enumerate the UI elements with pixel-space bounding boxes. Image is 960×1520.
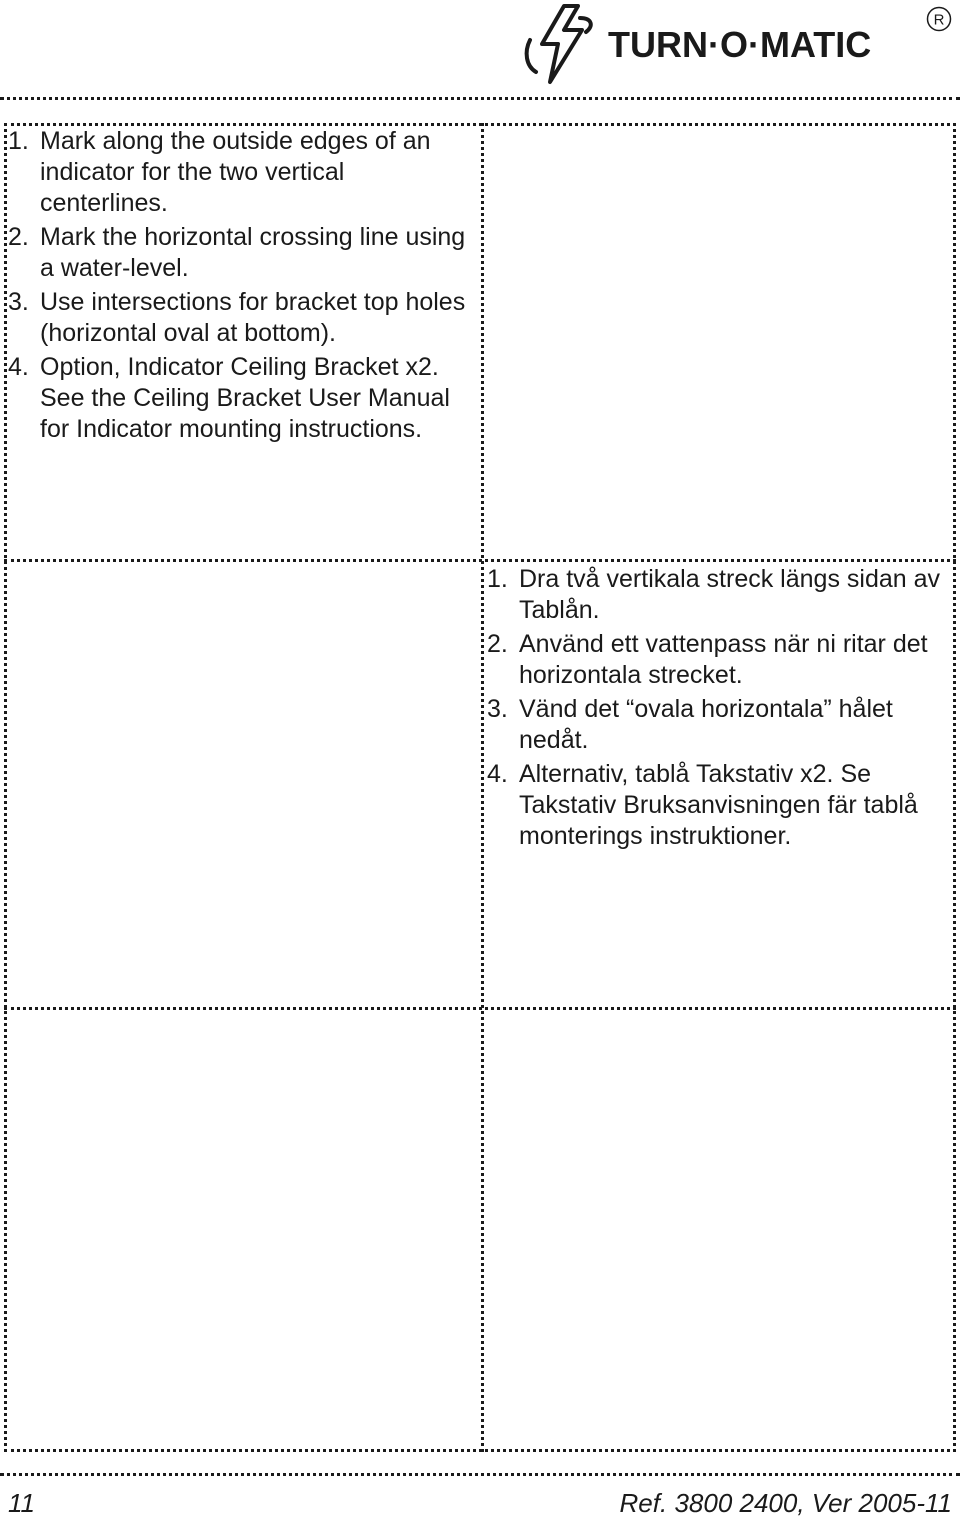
list-item bbox=[8, 352, 478, 445]
footer-divider bbox=[0, 1473, 960, 1476]
grid-line-right bbox=[953, 123, 956, 1452]
header-divider bbox=[0, 97, 960, 100]
step-text: Dra två vertikala streck längs sidan av Tablån. bbox=[519, 565, 941, 624]
step-number: 3. bbox=[487, 695, 508, 723]
step-text: Option, Indicator Ceiling Bracket x2. See the Ceiling Bracket User Manual for Indicator mounting instructions. bbox=[40, 353, 450, 443]
list-item bbox=[487, 759, 953, 852]
page-number: 11 bbox=[8, 1488, 35, 1518]
registered-mark-icon bbox=[926, 6, 952, 32]
step-number: 2. bbox=[8, 223, 29, 251]
turn-o-matic-logo bbox=[520, 0, 960, 90]
step-number: 1. bbox=[8, 127, 29, 155]
english-instructions bbox=[8, 126, 478, 448]
step-number: 1. bbox=[487, 565, 508, 593]
document-reference: Ref. 3800 2400, Ver 2005-11 bbox=[619, 1488, 952, 1518]
list-item bbox=[8, 222, 478, 284]
list-item bbox=[8, 126, 478, 219]
step-text: Vänd det “ovala horizontala” hålet nedåt. bbox=[519, 695, 893, 754]
grid-line-bottom bbox=[4, 1449, 956, 1452]
list-item bbox=[487, 629, 953, 691]
step-number: 3. bbox=[8, 288, 29, 316]
logo-wordmark: TURN·O·MATIC bbox=[608, 24, 872, 65]
step-text: Mark the horizontal crossing line using a water-level. bbox=[40, 223, 466, 282]
step-number: 2. bbox=[487, 630, 508, 658]
step-text: Mark along the outside edges of an indicator for the two vertical centerlines. bbox=[40, 127, 431, 217]
step-text: Alternativ, tablå Takstativ x2. Se Takstativ Bruksanvisningen fär tablå monterings instruktioner. bbox=[519, 760, 918, 850]
swedish-instructions bbox=[487, 564, 953, 855]
grid-line-left bbox=[4, 123, 7, 1452]
step-number: 4. bbox=[487, 760, 508, 788]
step-text: Använd ett vattenpass när ni ritar det horizontala strecket. bbox=[519, 630, 928, 689]
grid-line-center bbox=[481, 123, 484, 1452]
list-item bbox=[487, 564, 953, 626]
registered-mark-letter: R bbox=[933, 11, 945, 29]
list-item bbox=[8, 287, 478, 349]
grid-line-mid1 bbox=[4, 559, 956, 562]
list-item bbox=[487, 694, 953, 756]
grid-line-mid2 bbox=[4, 1007, 956, 1010]
step-number: 4. bbox=[8, 353, 29, 381]
lightning-hand-icon bbox=[520, 0, 610, 90]
step-text: Use intersections for bracket top holes (horizontal oval at bottom). bbox=[40, 288, 466, 347]
